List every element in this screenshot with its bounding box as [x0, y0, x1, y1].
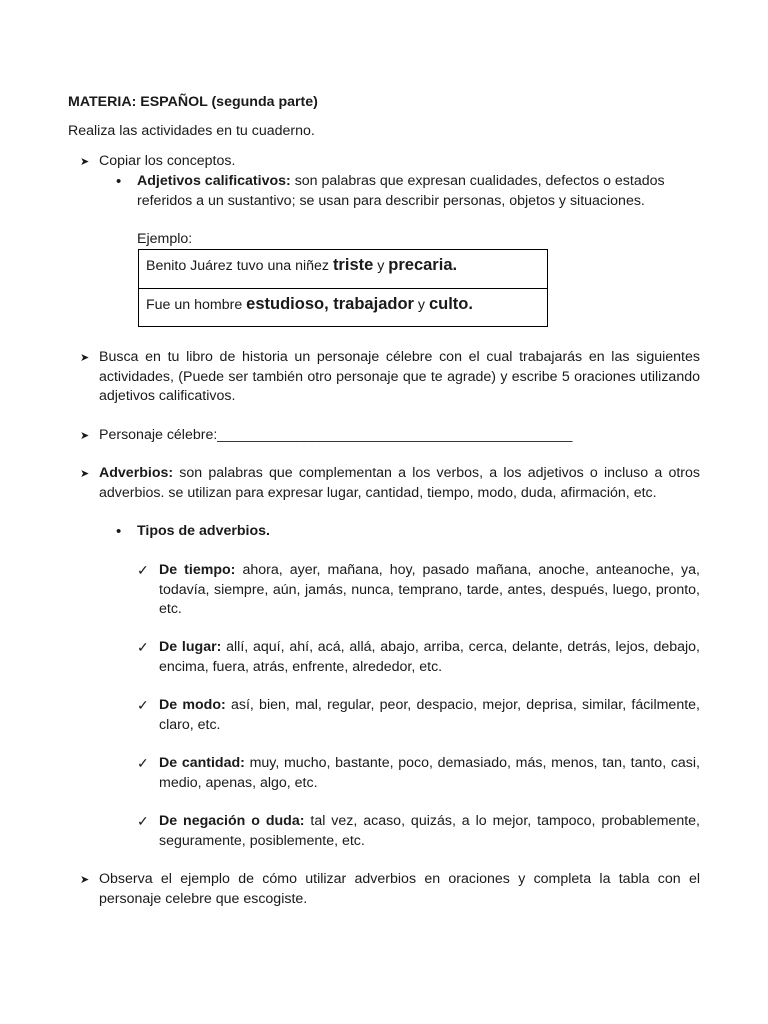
- example-row-text: Fue un hombre: [146, 297, 247, 313]
- adverb-type-examples: allí, aquí, ahí, acá, allá, abajo, arriba, cerca, delante, detrás, lejos, debajo, encima, fuera, atrás, enfrente, alrededor, etc.: [159, 639, 700, 675]
- page-title: MATERIA: ESPAÑOL (segunda parte): [68, 94, 318, 110]
- arrowhead-bullet-icon: ➤: [80, 468, 90, 480]
- arrowhead-bullet-icon: ➤: [80, 156, 90, 168]
- example-adjective: triste: [332, 256, 374, 274]
- observa-text: Observa el ejemplo de cómo utilizar adverbios en oraciones y completa la tabla con el personaje celebre que escogiste.: [99, 871, 700, 907]
- adverb-type-examples: tal vez, acaso, quizás, a lo mejor, tampoco, probablemente, seguramente, posiblemente, etc.: [159, 813, 700, 849]
- example-label: Ejemplo:: [137, 231, 193, 247]
- arrowhead-bullet-icon: ➤: [80, 430, 90, 442]
- example-adjective: estudioso, trabajador: [246, 295, 414, 313]
- checkmark-icon: ✓: [137, 639, 149, 655]
- example-table: [138, 249, 548, 327]
- checkmark-icon: ✓: [137, 813, 149, 829]
- example-connector: y: [413, 297, 429, 313]
- example-adjective: precaria.: [388, 256, 458, 274]
- copy-concepts-text: Copiar los conceptos.: [99, 153, 236, 169]
- example-connector: y: [373, 258, 389, 274]
- intro-text: Realiza las actividades en tu cuaderno.: [68, 123, 315, 139]
- busca-text: Busca en tu libro de historia un personaje célebre con el cual trabajarás en las siguientes actividades, (Puede ser también otro personaje que te agrade) y escribe 5 oraciones utilizando adjetivos calificativos.: [99, 349, 700, 404]
- checkmark-icon: ✓: [137, 562, 149, 578]
- example-row-text: Benito Juárez tuvo una niñez: [146, 258, 333, 274]
- adjetivos-definition: son palabras que expresan cualidades, defectos o estados referidos a un sustantivo; se usan para describir personas, objetos y situaciones.: [137, 173, 665, 209]
- personaje-field: Personaje célebre:_____________________________________________: [99, 427, 573, 443]
- adverb-type-term: De tiempo:: [159, 562, 236, 578]
- checkmark-icon: ✓: [137, 697, 149, 713]
- adverb-type-examples: muy, mucho, bastante, poco, demasiado, más, menos, tan, tanto, casi, medio, apenas, algo, etc.: [159, 755, 700, 791]
- adverb-type-examples: así, bien, mal, regular, peor, despacio, mejor, deprisa, similar, fácilmente, claro, etc.: [159, 697, 700, 733]
- example-row: [139, 289, 547, 327]
- adverbios-definition: son palabras que complementan a los verbos, a los adjetivos o incluso a otros adverbios. se utilizan para expresar lugar, cantidad, tiempo, modo, duda, afirmación, etc.: [99, 465, 700, 501]
- adverb-type-term: De modo:: [159, 697, 226, 713]
- adjetivos-term: Adjetivos calificativos:: [137, 173, 291, 189]
- round-bullet-icon: •: [116, 523, 122, 540]
- adverb-type-term: De cantidad:: [159, 755, 245, 771]
- arrowhead-bullet-icon: ➤: [80, 352, 90, 364]
- arrowhead-bullet-icon: ➤: [80, 874, 90, 886]
- adverb-type-examples: ahora, ayer, mañana, hoy, pasado mañana, anoche, anteanoche, ya, todavía, siempre, aún, jamás, nunca, temprano, tarde, antes, después, luego, pronto, etc.: [159, 562, 700, 617]
- checkmark-icon: ✓: [137, 755, 149, 771]
- adverb-type-term: De lugar:: [159, 639, 222, 655]
- round-bullet-icon: •: [116, 173, 122, 190]
- tipos-heading: Tipos de adverbios.: [137, 523, 270, 539]
- example-adjective: culto.: [428, 295, 473, 313]
- adverb-type-term: De negación o duda:: [159, 813, 305, 829]
- example-row: [139, 250, 547, 289]
- adverbios-term: Adverbios:: [99, 465, 174, 481]
